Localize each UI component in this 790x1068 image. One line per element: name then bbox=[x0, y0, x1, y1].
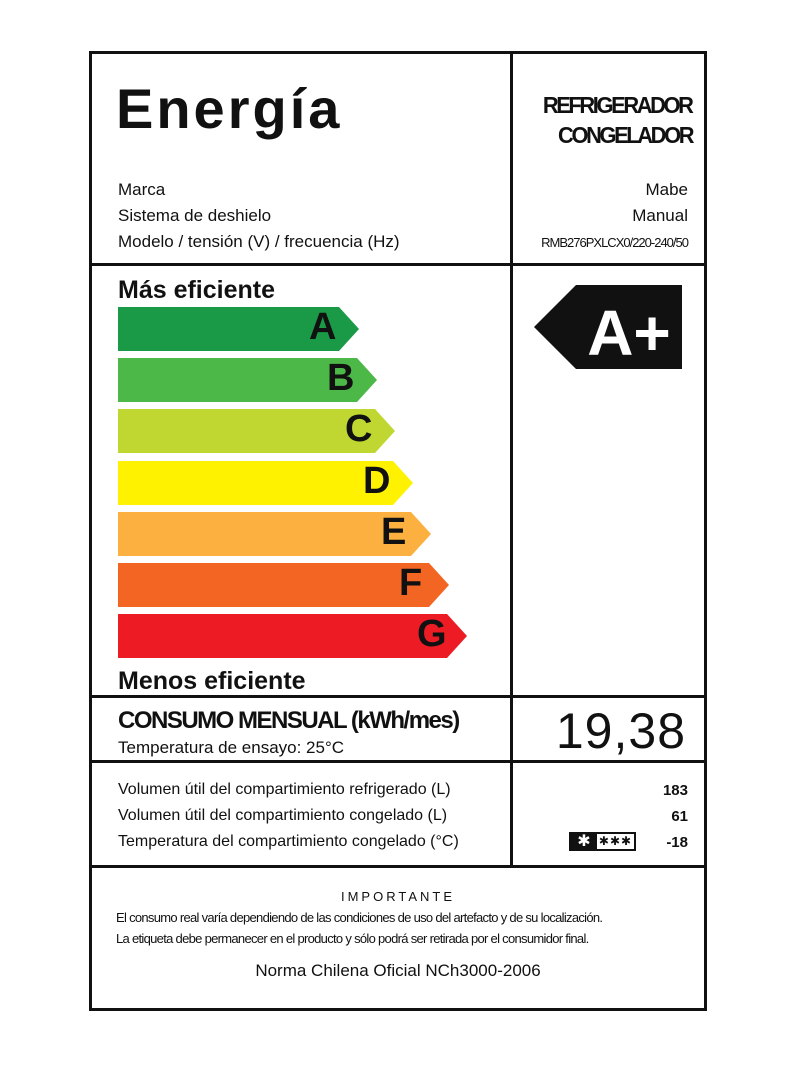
freezer-star-rating bbox=[569, 832, 636, 851]
efficiency-class-label: C bbox=[345, 408, 373, 451]
efficiency-class-label: A bbox=[309, 306, 337, 348]
important-line-2: La etiqueta debe permanecer en el producto y sólo podrá ser retirada por el consumidor final. bbox=[116, 931, 589, 946]
important-heading: IMPORTANTE bbox=[340, 889, 456, 904]
efficiency-class-label: G bbox=[417, 613, 447, 656]
divider bbox=[510, 54, 513, 266]
freezer-temp-value: -18 bbox=[666, 834, 688, 851]
efficiency-class-label: E bbox=[381, 510, 407, 553]
divider bbox=[92, 263, 704, 266]
product-type-line2: CONGELADOR bbox=[557, 122, 692, 148]
efficiency-bar-d bbox=[118, 461, 413, 505]
defrost-label: Sistema de deshielo bbox=[118, 206, 272, 225]
test-temperature: Temperatura de ensayo: 25°C bbox=[118, 738, 345, 757]
efficiency-bar-g bbox=[118, 614, 467, 658]
efficiency-class-label: B bbox=[327, 357, 355, 400]
efficiency-bar-c bbox=[118, 409, 395, 453]
brand-value: Mabe bbox=[645, 180, 688, 199]
fridge-volume-label: Volumen útil del compartimiento refrigerado (L) bbox=[118, 781, 451, 798]
efficiency-bar-e bbox=[118, 512, 431, 556]
label-title: Energía bbox=[116, 77, 343, 140]
efficiency-class-label: F bbox=[399, 562, 423, 604]
model-value: RMB276PXLCX0/220-240/50 bbox=[541, 235, 688, 250]
freezer-volume-value: 61 bbox=[671, 808, 688, 825]
rating-indicator bbox=[532, 283, 684, 376]
defrost-value: Manual bbox=[632, 206, 688, 225]
efficiency-bar-b bbox=[118, 358, 377, 402]
consumption-title: CONSUMO MENSUAL (kWh/mes) bbox=[118, 707, 459, 734]
model-label: Modelo / tensión (V) / frecuencia (Hz) bbox=[118, 232, 400, 251]
rating-class: A+ bbox=[587, 297, 671, 369]
important-line-1: El consumo real varía dependiendo de las condiciones de uso del artefacto y de su localización. bbox=[116, 910, 603, 925]
product-type-line1: REFRIGERADOR bbox=[543, 92, 692, 118]
least-efficient-text: Menos eficiente bbox=[118, 667, 306, 695]
star-icons: ✱✱✱ bbox=[598, 834, 633, 848]
standard-reference: Norma Chilena Oficial NCh3000-2006 bbox=[255, 961, 541, 980]
divider bbox=[92, 760, 704, 763]
efficiency-bar-f bbox=[118, 563, 449, 607]
freezer-temp-label: Temperatura del compartimiento congelado (°C) bbox=[118, 833, 459, 850]
energy-label bbox=[89, 51, 707, 1011]
freezer-volume-label: Volumen útil del compartimiento congelado (L) bbox=[118, 807, 448, 824]
consumption-value: 19,38 bbox=[555, 703, 686, 759]
divider bbox=[92, 865, 704, 868]
divider bbox=[510, 695, 513, 868]
divider bbox=[510, 263, 513, 698]
snowflake-icon: ✱ bbox=[571, 834, 597, 849]
rating-arrow bbox=[532, 283, 684, 371]
fridge-volume-value: 183 bbox=[662, 782, 688, 799]
most-efficient-text: Más eficiente bbox=[118, 276, 276, 304]
efficiency-bar-a bbox=[118, 307, 359, 351]
efficiency-class-label: D bbox=[363, 459, 391, 502]
brand-label: Marca bbox=[118, 180, 166, 199]
